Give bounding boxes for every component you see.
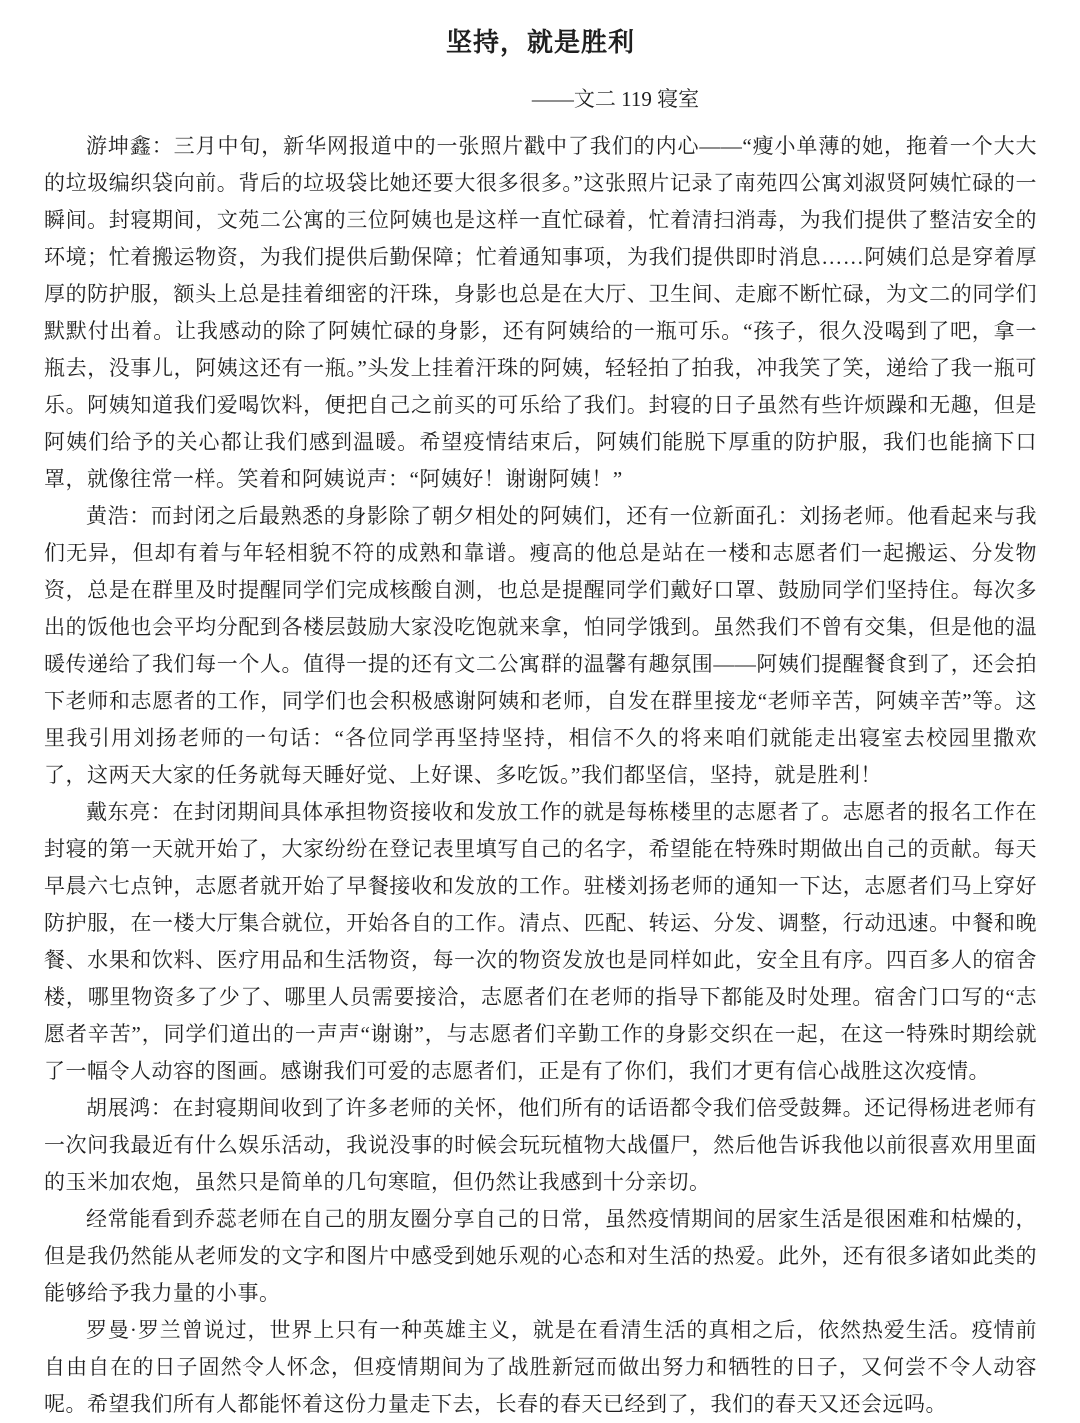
paragraph: 游坤鑫：三月中旬，新华网报道中的一张照片戳中了我们的内心——“瘦小单薄的她，拖着一个大大的垃圾编织袋向前。背后的垃圾袋比她还要大很多很多。”这张照片记录了南苑四公寓刘淑贤阿姨忙碌的一瞬间。封寝期间，文苑二公寓的三位阿姨也是这样一直忙碌着，忙着清扫消毒，为我们提供了整洁安全的环境；忙着搬运物资，为我们提供后勤保障；忙着通知事项，为我们提供即时消息……阿姨们总是穿着厚厚的防护服，额头上总是挂着细密的汗珠，身影也总是在大厅、卫生间、走廊不断忙碌，为文二的同学们默默付出着。让我感动的除了阿姨忙碌的身影，还有阿姨给的一瓶可乐。“孩子，很久没喝到了吧，拿一瓶去，没事儿，阿姨这还有一瓶。”头发上挂着汗珠的阿姨，轻轻拍了拍我，冲我笑了笑，递给了我一瓶可乐。阿姨知道我们爱喝饮料，便把自己之前买的可乐给了我们。封寝的日子虽然有些许烦躁和无趣，但是阿姨们给予的关心都让我们感到温暖。希望疫情结束后，阿姨们能脱下厚重的防护服，我们也能摘下口罩，就像往常一样。笑着和阿姨说声：“阿姨好！谢谢阿姨！” [44, 134, 1037, 491]
paragraph: 经常能看到乔蕊老师在自己的朋友圈分享自己的日常，虽然疫情期间的居家生活是很困难和枯燥的，但是我仍然能从老师发的文字和图片中感受到她乐观的心态和对生活的热爱。此外，还有很多诸如此类的能够给予我力量的小事。 [44, 1207, 1037, 1305]
paragraph: 胡展鸿：在封寝期间收到了许多老师的关怀，他们所有的话语都令我们倍受鼓舞。还记得杨进老师有一次问我最近有什么娱乐活动，我说没事的时候会玩玩植物大战僵尸，然后他告诉我他以前很喜欢用里面的玉米加农炮，虽然只是简单的几句寒暄，但仍然让我感到十分亲切。 [44, 1096, 1037, 1194]
paragraph: 黄浩：而封闭之后最熟悉的身影除了朝夕相处的阿姨们，还有一位新面孔：刘扬老师。他看起来与我们无异，但却有着与年轻相貌不符的成熟和靠谱。瘦高的他总是站在一楼和志愿者们一起搬运、分发物资，总是在群里及时提醒同学们完成核酸自测，也总是提醒同学们戴好口罩、鼓励同学们坚持住。每次多出的饭他也会平均分配到各楼层鼓励大家没吃饱就来拿，怕同学饿到。虽然我们不曾有交集，但是他的温暖传递给了我们每一个人。值得一提的还有文二公寓群的温馨有趣氛围——阿姨们提醒餐食到了，还会拍下老师和志愿者的工作，同学们也会积极感谢阿姨和老师，自发在群里接龙“老师辛苦，阿姨辛苦”等。这里我引用刘扬老师的一句话：“各位同学再坚持坚持，相信不久的将来咱们就能走出寝室去校园里撒欢了，这两天大家的任务就每天睡好觉、上好课、多吃饭。”我们都坚信，坚持，就是胜利！ [44, 504, 1037, 787]
paragraph: 罗曼·罗兰曾说过，世界上只有一种英雄主义，就是在看清生活的真相之后，依然热爱生活。疫情前自由自在的日子固然令人怀念，但疫情期间为了战胜新冠而做出努力和牺牲的日子，又何尝不令人动容呢。希望我们所有人都能怀着这份力量走下去，长春的春天已经到了，我们的春天又还会远吗。 [44, 1318, 1037, 1416]
document-title: 坚持，就是胜利 [445, 28, 635, 57]
paragraph: 戴东亮：在封闭期间具体承担物资接收和发放工作的就是每栋楼里的志愿者了。志愿者的报名工作在封寝的第一天就开始了，大家纷纷在登记表里填写自己的名字，希望能在特殊时期做出自己的贡献。每天早晨六七点钟，志愿者就开始了早餐接收和发放的工作。驻楼刘扬老师的通知一下达，志愿者们马上穿好防护服，在一楼大厅集合就位，开始各自的工作。清点、匹配、转运、分发、调整，行动迅速。中餐和晚餐、水果和饮料、医疗用品和生活物资，每一次的物资发放也是同样如此，安全且有序。四百多人的宿舍楼，哪里物资多了少了、哪里人员需要接洽，志愿者们在老师的指导下都能及时处理。宿舍门口写的“志愿者辛苦”，同学们道出的一声声“谢谢”，与志愿者们辛勤工作的身影交织在一起，在这一特殊时期绘就了一幅令人动容的图画。感谢我们可爱的志愿者们，正是有了你们，我们才更有信心战胜这次疫情。 [44, 800, 1037, 1083]
document-body [44, 128, 1037, 1423]
document-byline: ——文二 119 寝室 [531, 87, 700, 111]
